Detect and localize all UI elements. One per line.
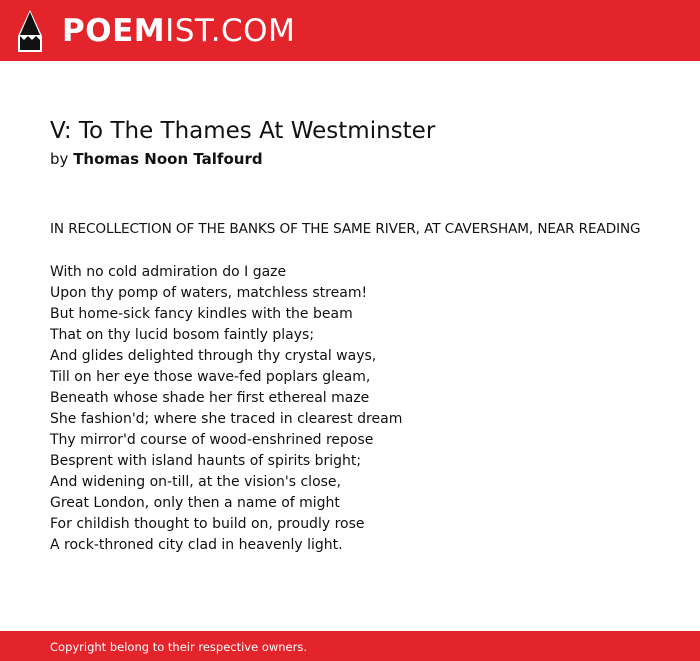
poem-body xyxy=(50,262,402,556)
poem-line: But home-sick fancy kindles with the beam xyxy=(50,306,353,322)
by-label: by xyxy=(50,150,69,168)
poem-line: With no cold admiration do I gaze xyxy=(50,264,287,280)
poem-title: V: To The Thames At Westminster xyxy=(50,118,436,144)
logo-light-text: IST.COM xyxy=(165,13,296,49)
logo-bold-text: POEM xyxy=(62,13,166,49)
poem-line: Besprent with island haunts of spirits bright; xyxy=(50,453,362,469)
author-name: Thomas Noon Talfourd xyxy=(73,150,263,168)
site-footer xyxy=(0,631,700,661)
poem-line: And widening on-till, at the vision's close, xyxy=(50,474,341,490)
poem-line: That on thy lucid bosom faintly plays; xyxy=(50,327,315,343)
site-header xyxy=(0,0,700,61)
poem-line: Upon thy pomp of waters, matchless stream! xyxy=(50,285,368,301)
poem-line: Beneath whose shade her first ethereal maze xyxy=(50,390,370,406)
poem-line: For childish thought to build on, proudly rose xyxy=(50,516,365,532)
poem-subtitle: IN RECOLLECTION OF THE BANKS OF THE SAME RIVER, AT CAVERSHAM, NEAR READING xyxy=(50,221,641,237)
poem-line: Thy mirror'd course of wood-enshrined repose xyxy=(50,432,374,448)
poem-line: She fashion'd; where she traced in clearest dream xyxy=(50,411,403,427)
pencil-tip-icon xyxy=(17,9,43,53)
poem-line: Till on her eye those wave-fed poplars gleam, xyxy=(50,369,371,385)
poem-line: A rock-throned city clad in heavenly light. xyxy=(50,537,343,553)
poem-line: Great London, only then a name of might xyxy=(50,495,340,511)
byline xyxy=(50,149,263,169)
poem-line: And glides delighted through thy crystal ways, xyxy=(50,348,377,364)
site-logo[interactable] xyxy=(62,11,295,51)
copyright-text: Copyright belong to their respective owners. xyxy=(50,640,308,654)
